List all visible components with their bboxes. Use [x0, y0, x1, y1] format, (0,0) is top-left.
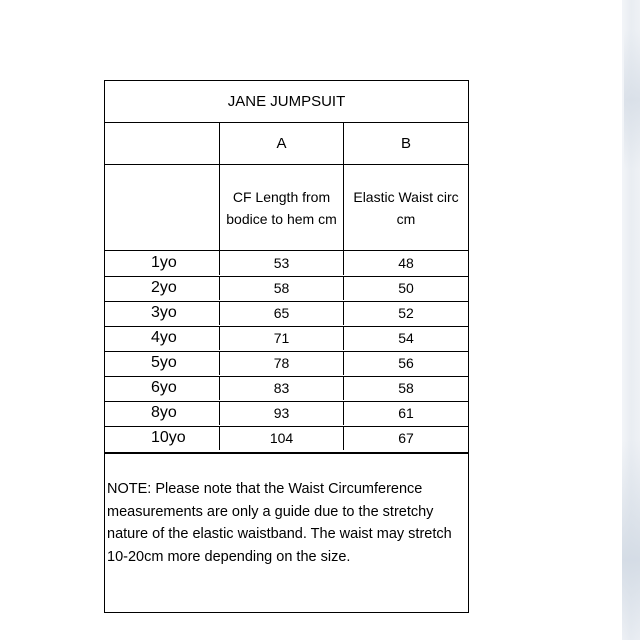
- row-size: 2yo: [105, 276, 220, 300]
- table-row: [105, 301, 468, 327]
- row-size: 3yo: [105, 301, 220, 325]
- row-value-b: 67: [398, 430, 414, 446]
- row-size: 5yo: [105, 351, 220, 375]
- table-title: JANE JUMPSUIT: [105, 81, 468, 123]
- row-size: 4yo: [105, 326, 220, 350]
- row-value-a: 83: [220, 376, 344, 400]
- row-value-b: 56: [398, 355, 414, 371]
- page-edge-shadow: [622, 0, 640, 640]
- header-size-blank: [105, 123, 220, 165]
- edge-shade-bottom: [622, 440, 640, 640]
- edge-shade-top: [624, 30, 640, 170]
- column-a-description-text: CF Length from bodice to hem cm: [226, 188, 337, 227]
- column-b-description: [344, 165, 468, 251]
- row-value-a: 65: [220, 301, 344, 325]
- table-row: [105, 276, 468, 302]
- row-value-b: 58: [398, 380, 414, 396]
- table-row: [105, 376, 468, 402]
- row-value-a: 71: [220, 326, 344, 350]
- table-row: [105, 251, 468, 277]
- note-text: NOTE: Please note that the Waist Circumference measurements are only a guide due to the stretchy nature of the elastic waistband. The waist may stretch 10-20cm more depending on the size.: [107, 481, 452, 565]
- row-size: 8yo: [105, 401, 220, 425]
- table-row: [105, 426, 468, 454]
- table-row: [105, 401, 468, 427]
- row-value-a: 58: [220, 276, 344, 300]
- description-size-blank: [105, 165, 220, 251]
- column-b-label: B: [344, 123, 468, 165]
- row-size: 10yo: [105, 426, 220, 450]
- row-value-b: 61: [398, 405, 414, 421]
- column-a-description: [220, 165, 344, 251]
- size-chart-table: [104, 80, 469, 613]
- row-value-b: 52: [398, 305, 414, 321]
- row-size: 1yo: [105, 251, 220, 275]
- row-value-b: 48: [398, 255, 414, 271]
- row-value-a: 104: [220, 426, 344, 450]
- row-value-b: 54: [398, 330, 414, 346]
- column-a-label: A: [220, 123, 344, 165]
- table-row: [105, 326, 468, 352]
- table-row: [105, 351, 468, 377]
- row-value-a: 78: [220, 351, 344, 375]
- row-value-b: 50: [398, 280, 414, 296]
- column-b-description-text: Elastic Waist circ cm: [353, 188, 459, 227]
- row-value-a: 93: [220, 401, 344, 425]
- row-size: 6yo: [105, 376, 220, 400]
- row-value-a: 53: [220, 251, 344, 275]
